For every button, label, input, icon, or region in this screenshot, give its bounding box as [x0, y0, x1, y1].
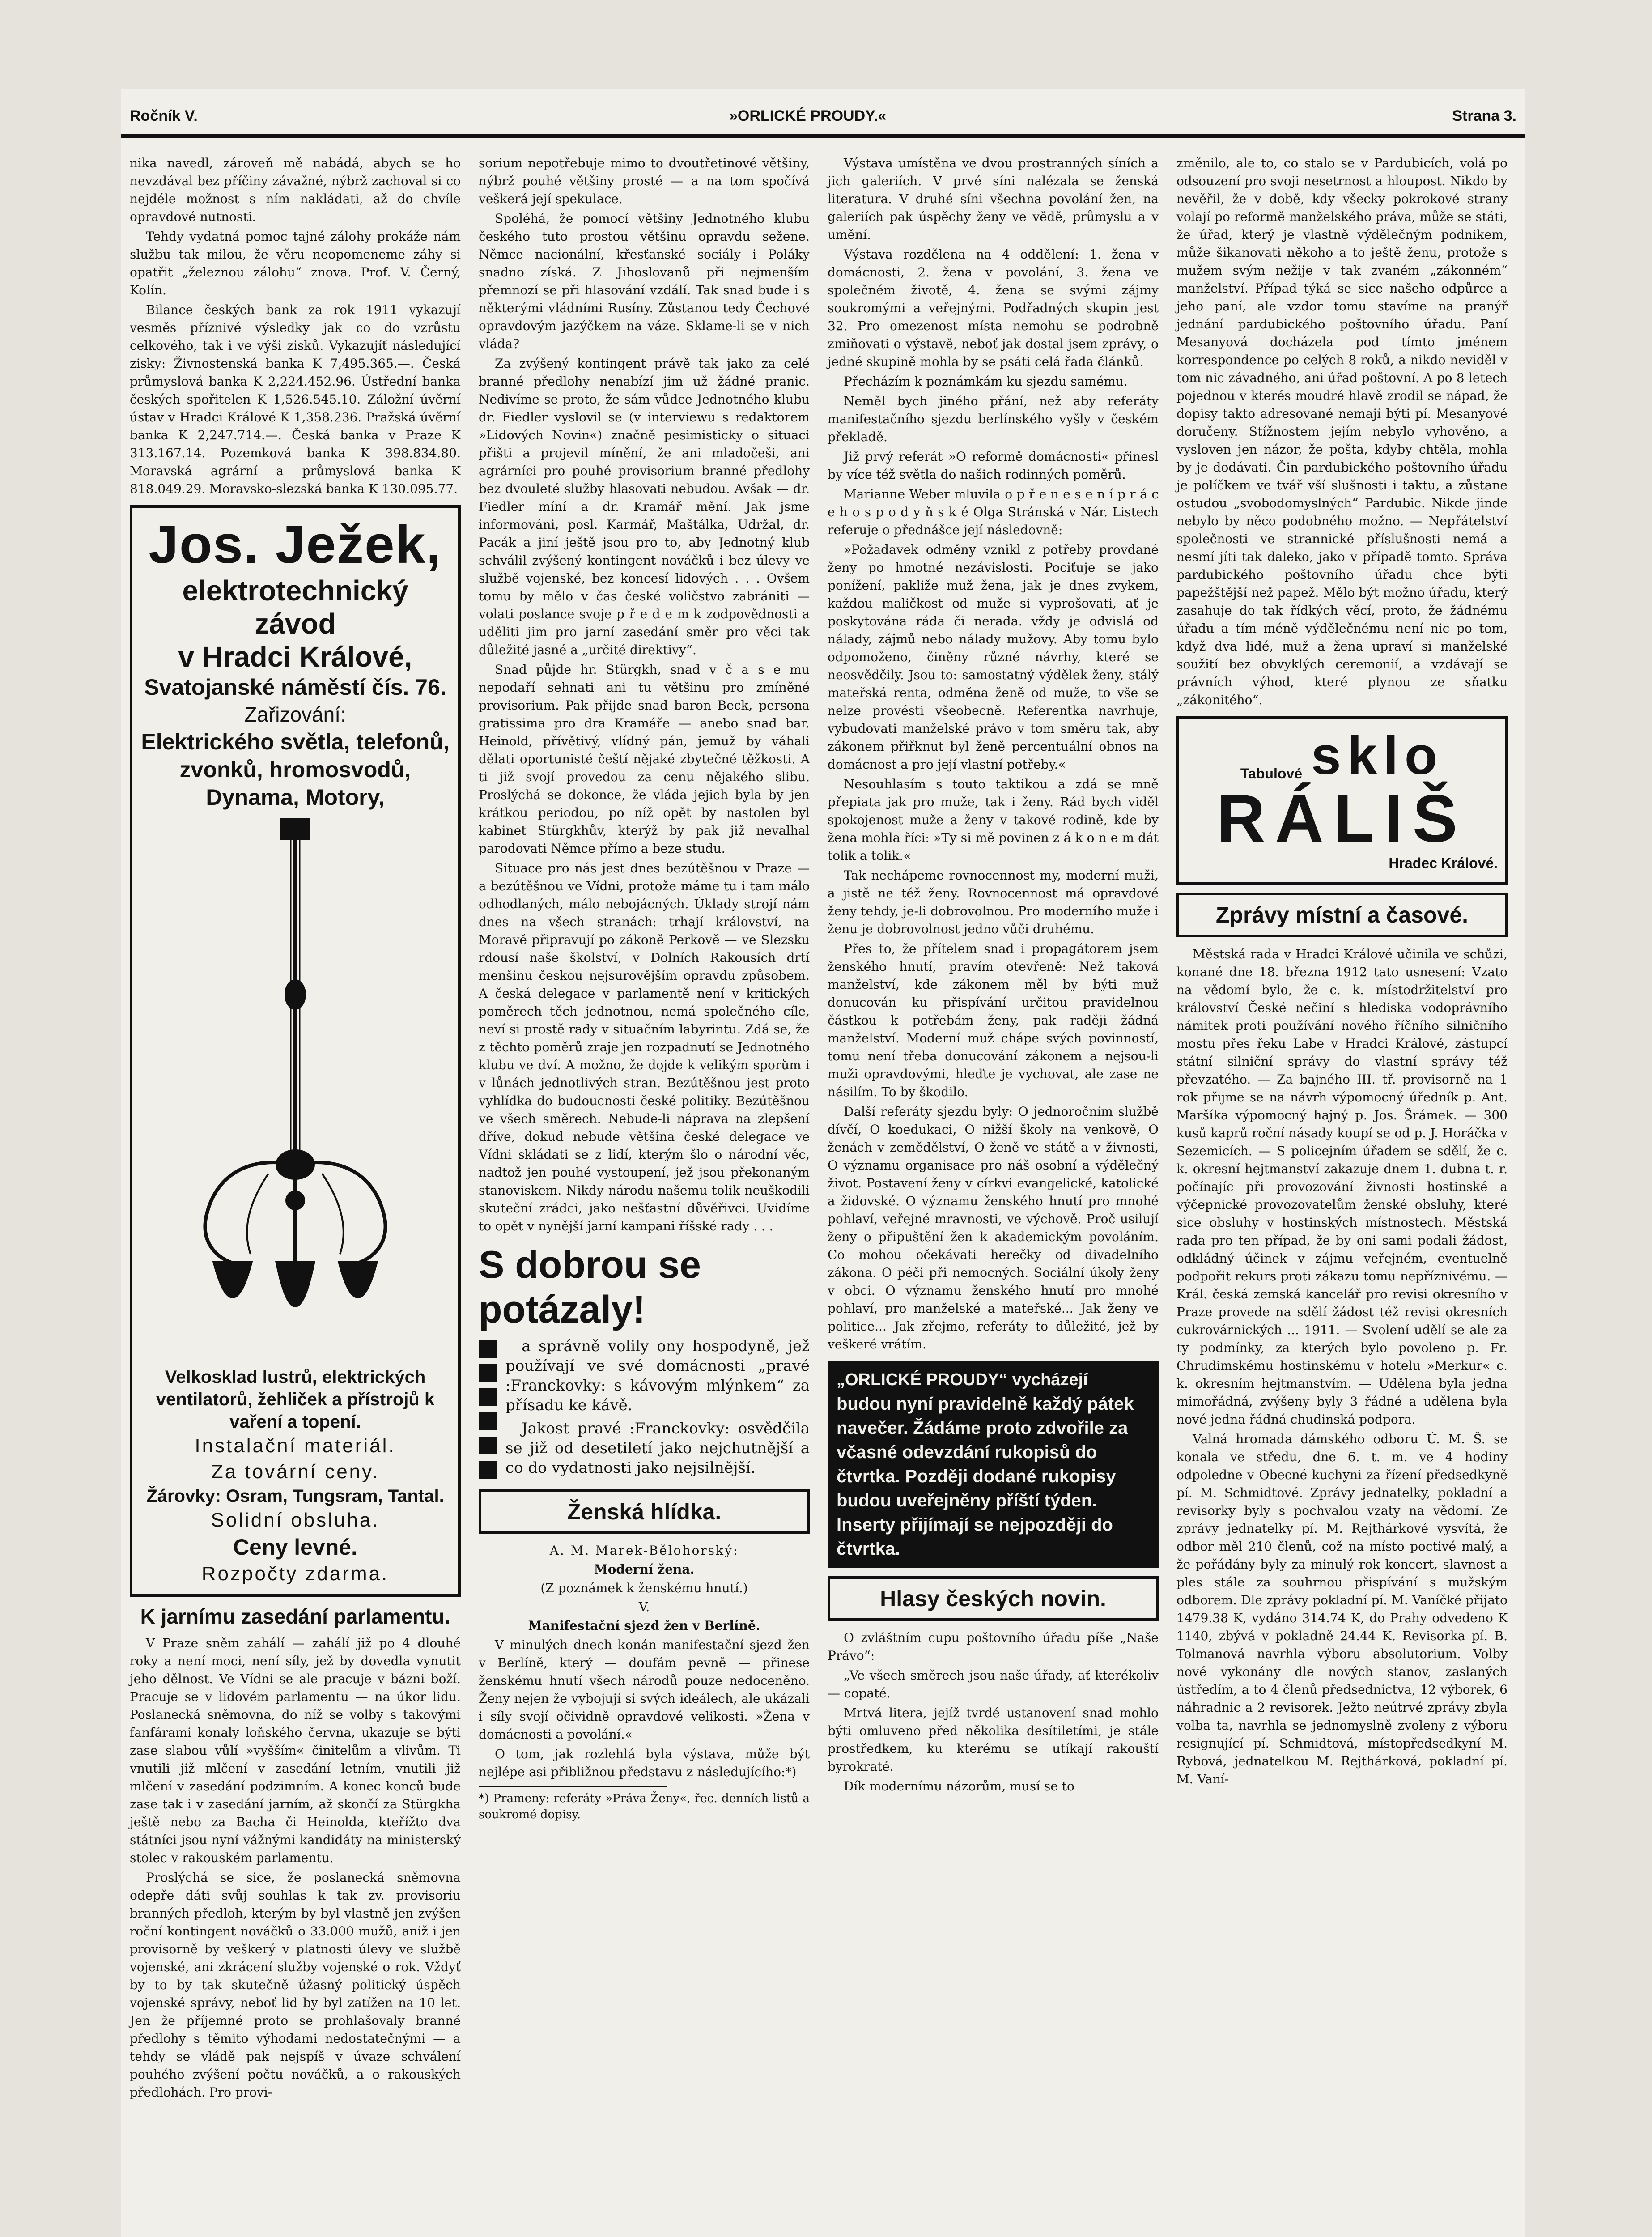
paragraph: Proslýchá se sice, že poslanecká sněmovna odepře dáti svůj souhlas k tak zv. provisoriu branných předloh, kterým by byl vlastně jen zvýšen roční kontingent nováčků o 33.000 mužů, aniž i jen provisorně by veškerý v platnosti úlevy ve službě vojenské, ani zkrácení služby vojenské o rok. Vždyť by to by tak skutečně úžasný politický úspěch vojenské správy, neboť lid by byl zatížen na 10 let. Jen že příjemné proto se prohlašovaly branné předlohy s těmito výhodami nedostatečnými — a tehdy se vládě pak nejspíš v úvaze schválení pouhého zvýšení počtu nováčků, a o rakouských předlohách. Pro provi- [130, 1870, 461, 2100]
paragraph: Tak nechápeme rovnocennost my, moderní muži, a jistě ne též ženy. Rovnocennost má opravdové ženy tehdy, je-li dobrovolnou. Pro moderního muže i ženu je dobrovolnost jedno vůči druhému. [828, 868, 1159, 936]
paragraph: Městská rada v Hradci Králové učinila ve schůzi, konané dne 18. března 1912 tato usnesení: Vzato na vědomí bylo, že c. k. místodržitelství pro království České nečiní s hlediska vodoprávního námitek proti používání nového říčního silničního mostu přes řeku Labe v Hradci Králové, zástupcí státní silniční správy do vlastní správy též převzatého. — Za bajného III. tř. provisorně na 1 rok přijme se na návrh výpomocný úředník p. Ant. Maršíka výpomocný hajný p. Jos. Šrámek. — 300 kusů kaprů roční násady koupí se od p. J. Horáčka v Sezemicích. — S policejním úřadem se sdělí, že c. k. okresní hejtmanství zakazuje dnem 1. dubna t. r. počínajíc při provozování živnosti hostinské a výčepnické provozovatelům ženské obsluhy, které sice obsluhy v hostinských místnostech. Městská rada pro ten případ, že by oni sami podali žádost, odkládný účinek v zájmu veřejném, eventuelně podpořit rekurs proti zákazu tomu nepříznivému. — Král. česká zemská kancelář pro revisi okresního v Praze provede na sdělí žádost též revisi okresních cukrovárnických ... 1911. — Svolení udělí se ale za ty podmínky, za kterých bylo povoleno p. Fr. Chrudimskému hostinskému v hotelu »Merkur« c. k. okresním hejtmanstvím. — Udělena byla jedna mimořádná, zvýšeny byly 3 řádné a udělena byla nové jedna řádná chudinská podpora. [1176, 947, 1508, 1427]
paragraph: Již prvý referát »O reformě domácnosti« přinesl by více též světla do našich rodinných poměrů. [828, 449, 1159, 482]
paragraph: Výstava rozdělena na 4 oddělení: 1. žena v domácnosti, 2. žena v povolání, 3. žena ve společném životě, 4. žena se svými zájmy soukromými a veřejnými. Podřadných skupin jest 32. Pro omezenost místa nemohu se podrobně zmiňovati o výstavě, neboť jak dostal jsem zprávy, o jedné skupině mohla by se psáti celá řada článků. [828, 247, 1159, 369]
paragraph: Situace pro nás jest dnes bezútěšnou v Praze — a bezútěšnou ve Vídni, protože máme tu i tam málo odhodlaných, málo nebojácných. Úklady strojí nám dnes na všech stranách: trhají království, na Moravě připravují po zákoně Perkově — ve Slezsku rdousí naše školství, v Dolních Rakousích drtí menšinu českou nejsurovějším opravdu způsobem. A česká delegace v parlamentě není v kritických poměrech těch jednotnou, nemá společného cíle, neví si prostě rady v situačním labyrintu. Zdá se, že z těchto poměrů zraje jen rozpadnutí se Jednotného klubu ve dví. A možno, že dojde k velikým sporům i v lůnách jednotlivých stran. Bezútěšnou jest proto vyhlídka do budoucnosti české politiky. Bezútěšnou ve všech směrech. Nebude-li náprava na zlepšení dříve, dokud nebude většina české delegace ve Vídni skládati se z lidí, kterým šlo o národní věc, nadtož jen pouhé vystoupení, jež jsou překonaným stanoviskem. Nikdy národu našemu tolik neuškodili skuteční zrádci, jako nešťastní důvěřivci. Uvidíme to opět v nynější jarní kampani říšské rady . . . [479, 861, 810, 1233]
paragraph: Výstava umístěna ve dvou prostranných síních a jich galeriích. V prvé síni nalézala se ženská literatura. V druhé síni všechna povolání žen, na galeriích pak úspěchy ženy ve vědě, průmyslu a v umění. [828, 156, 1159, 242]
volume-label: Ročník V. [130, 107, 198, 124]
paragraph: Snad půjde hr. Stürgkh, snad v č a s e mu nepodaří sehnati ani tu většinu pro zmíněné provisorium. Pak přijde snad baron Beck, persona gratissima pro dra Kramáře — anebo snad bar. Heinold, přívětivý, vlídný pán, jemuž by váhali dělati oportunisté čeští nějaké zbytečné těžkosti. A ti již svojí provedou za cenu nějakého slibu. Proslýchá se dokonce, že vláda jejich byla by jen krátkou periodou, po níž opět by nastolen byl kabinet Stürgkhův, kterýž by pak již nevalhal parodovati Němce přímo a beze studu. [479, 662, 810, 856]
ad-bulbs: Žárovky: Osram, Tungsram, Tantal. [146, 1486, 444, 1506]
column-4 [1176, 154, 1508, 1790]
paragraph: změnilo, ale to, co stalo se v Pardubicích, volá po odsouzení pro svoji nesetrnost a hloupost. Nikdo by nevěřil, že v době, kdy všecky pokrokové strany volají po reformě manželského práva, může se státi, že úřad, který je vlastně výdělečným podnikem, může šikanovati někoho a to ještě ženu, protože s mužem svým nežije v tak zvaném „zákonném“ manželství. Případ týká se sice našeho odpůrce a jeho paní, ale vzdor tomu stavíme na pranýř jednání pardubického poštovního úřadu. Paní Mesanyová docházela pod tímto jménem korrespondence po celých 8 roků, a nikdo neviděl v tom nic závadného, ani úřad poštovní. A po 8 letech pojednou v kterés moudré hlavě zrodil se nápad, že dopisy takto adresované nemají býti pí. Mesanyové doručeny. Stížnostem jejím nebylo vyhověno, a vysloven jen názor, že pošta, kdyby chtěla, mohla by je dodávati. Čin pardubického poštovního úřadu je políčkem ve tvář vší slušnosti i taktu, a zůstane ostudou „svobodomyslných“ Pardubic. Nikde jinde nebylo by něco podobného možno. — Nepřátelství společnosti ve strannické příslušnosti nemá a nesmí jíti tak daleko, jako v případě tomto. Správa pardubického poštovního úřadu chce býti papežštější než papež. Mělo být možno úřadu, který zasahuje do tak řídkých věcí, proto, že žádnému úřadu a tím méně výdělečnému není nic po tom, když dva lidé, muž a žena upraví si manželské soužití bez obvyklých ceremonií, a vzdávají se právních výhod, které plynou ze sňatku „zákonitého“. [1176, 156, 1508, 707]
column-3 [828, 154, 1159, 1797]
ad-subtitle: elektrotechnický závod [182, 574, 408, 640]
paragraph: Za zvýšený kontingent právě tak jako za celé branné předlohy nenabízí jim už žádné pranic. Nedivíme se proto, že sám vůdce Jednotného klubu dr. Fiedler vyslovil se (v interviewu s redaktorem »Lidových Novin«) značně pesimisticky o situaci přišti a projevil mínění, že ani mladočeši, ani agrárníci pro pouhé provisorium branné předlohy bez dvouleté služby hlasovati nebudou. Avšak — dr. Fiedler míní a dr. Kramář mění. Jak jsme informováni, posl. Karmář, Maštálka, Udržal, dr. Pacák a jiní ještě jsou pro to, aby Jednotný klub schválil zvýšený kontingent nováčků i bez úlevy ve službě vojenské, bez koncesí lidových . . . Ovšem tomu by mělo v čas české voličstvo zabrániti — volati poslance svoje p ř e d e m k zodpovědnosti a uděliti jim pro jarní zasedání směr pro věci tak důležité jasné a „určité direktivy“. [479, 356, 810, 657]
paragraph: Marianne Weber mluvila o p ř e n e s e n í p r á c e h o s p o d y ň s k é Olga Stránská v Nár. Listech referuje o přednášce její následovně: [828, 487, 1159, 537]
ad-title: Jos. Ježek, [149, 515, 442, 574]
paragraph: V Praze sněm zahálí — zahálí již po 4 dlouhé roky a není moci, není síly, jež by dovedla vynutit jeho dělnost. Ve Vídni se ale pracuje v bázni boží. Pracuje se v lidovém parlamentu — na úkor lidu. Poslanecká sněmovna, do níž se volby s takovými fanfárami konaly loňského června, ukazuje se býti zase slabou vůlí »vyšším« činitelům a vlivům. Ti vnutili již mlčení v zasedání letním, vnutili již mlčení v zasedání podzimním. A konec konců bude zase tak i v zasedání jarním, až skončí za Stürgkha ještě nebo za Bacha či Heinolda, kteřížto dva státníci jsou nyní vážnými kandidáty na ministerský stolec v rakouském parlamentu. [130, 1636, 461, 1865]
ad-services: Elektrického světla, telefonů, zvonků, hromosvodů, Dynama, Motory, [141, 729, 450, 810]
paragraph: Tehdy vydatná pomoc tajné zálohy prokáže nám službu tak milou, že věru neopomeneme záhy si opatřit „železnou zálohu“ znova. Prof. V. Černý, Kolín. [130, 229, 461, 298]
ad-text: Ceny levné. [233, 1535, 357, 1560]
author: A. M. Marek-Bělohorský: [549, 1543, 739, 1558]
paragraph: V minulých dnech konán manifestační sjezd žen v Berlíně, který — doufám pevně — přinese ženskému hnutí všech národů pouze nedoceněno. Ženy nejen že vybojují si svých ideálech, ale ukázali i síly svojí očividně opravdové velikosti. »Žena v domácnosti a povolání.« [479, 1637, 810, 1742]
section-heading: Zprávy místní a časové. [1176, 893, 1508, 937]
ad-text: Jakost pravé :Franckovky: osvědčila se již od desetiletí jako nejchutnější a co do vydatnosti jako nejsilnější. [505, 1420, 810, 1477]
notice-orlicke-proudy [828, 1361, 1159, 1568]
section-heading: Ženská hlídka. [479, 1489, 810, 1534]
ad-text: Rozpočty zdarma. [201, 1563, 389, 1585]
paragraph: Spoléhá, že pomocí většiny Jednotného klubu českého tuto prostou většinu opravdu sežene. Němce nacionální, křesťanské sociály i Poláky snadno získá. Z Jihoslovanů při nejmenším přemnozí se při hlasování vzdálí. Tak snad bude i s některými vládními Rusíny. Zůstanou tedy Čechové opravdovým jazýčkem na váze. Sklame-li se v nich vláda? [479, 211, 810, 351]
paragraph: »Požadavek odměny vznikl z potřeby provdané ženy po hmotné nezávislosti. Pociťuje se jako ponížení, pakliže muž žena, jak je dnes zvykem, každou maličkost od muže si vyprošovati, ať je poskytována ráda či nerada. vždy je odvislá od nálady, zájmů nebo nálady mužovy. Aby tomu bylo odpomoženo, činěny různé návrhy, které se neosvědčily. Jsou to: samostatný výdělek ženy, stálý mateřská renta, odměna ženě od muže, to vše se nelze provésti všeobecně. Referentka navrhuje, vybudovati manželské právo v tom směru tak, aby zákonem přiřknut byl ženě percentuální obnos na domácnost a pro její vlastní potřeby.« [828, 542, 1159, 772]
ad-text: a správně volily ony hospodyně, jež používají ve své domácnosti „pravé :Franckovky: s kávovým mlýnkem“ za přísadu ke kávě. [505, 1337, 810, 1414]
ad-text: Solidní obsluha. [211, 1509, 380, 1531]
ad-title: S dobrou se potázaly! [479, 1243, 701, 1331]
ad-address: Svatojanské náměstí čís. 76. [144, 675, 446, 700]
decorative-blocks [479, 1336, 505, 1481]
chapter-title: Manifestační sjezd žen v Berlíně. [528, 1618, 760, 1633]
chandelier-illustration [161, 816, 429, 1361]
section-heading: Hlasy českých novin. [828, 1576, 1159, 1621]
paragraph: Přes to, že přítelem snad i propagátorem jsem ženského hnutí, pravím otevřeně: Než taková manželství, kde zákonem měl by býti muž donucován ku přispívání určitou pravidelnou částkou k potřebám ženy, pak raději žádná manželství. Moderní muž chápe svých povinností, tomu není třeba donucování zákonem a nejsou-li muži opravdovými, hleďte je vychovat, ale zase ne násilím. To by škodilo. [828, 941, 1159, 1099]
paragraph: Nesouhlasím s touto taktikou a zdá se mně přepiata jak pro muže, tak i ženy. Rád bych viděl spokojenost muže a ženy v takové rodině, kde by žena mohla říci: »Ty si mě povinen z á k o n e m dát tolik a tolik.« [828, 777, 1159, 863]
ad-title: sklo [1311, 726, 1444, 786]
header-rule [121, 134, 1525, 138]
footnote [479, 1786, 810, 1823]
page-header [121, 103, 1525, 130]
paragraph: Dík modernímu názorům, musí se to [844, 1779, 1074, 1794]
advertisement-jezek [130, 505, 461, 1597]
ad-text: Instalační materiál. [195, 1435, 396, 1457]
chapter-number: V. [638, 1599, 650, 1614]
ad-wholesale: Velkosklad lustrů, elektrických ventilatorů, žehliček a přístrojů k vaření a topení. [156, 1367, 435, 1432]
notice-text: budou nyní pravidelně každý pátek navečer. Žádáme proto zdvořile za včasné odevzdání rukopisů do čtvrtka. Později dodané rukopisy budou uveřejněny příští týden. Inserty přijímají se nejpozději do čtvrtka. [837, 1394, 1134, 1559]
paragraph: Bilance českých bank za rok 1911 vykazují vesměs příznivé výsledky jak co do vzrůstu celkového, tak i ve výši zisků. Vykazujíť následující zisky: Živnostenská banka K 7,495.365.—. Česká průmyslová banka K 2,224.452.96. Ústřední banka českých spořitelen K 1,526.545.10. Záložní úvěrní ústav v Hradci Králové K 1,358.236. Pražská úvěrní banka K 2,247.714.—. Česká banka v Praze K 313.167.14. Pozemková banka K 398.834.80. Moravská agrární a průmyslová banka K 818.049.29. Moravsko-slezská banka K 130.095.77. [130, 302, 461, 496]
newspaper-page [121, 89, 1525, 2237]
ad-text: Tabulové [1240, 766, 1302, 782]
advertisement-franckovka [479, 1242, 810, 1481]
paragraph: nika navedl, zároveň mě nabádá, abych se ho nevzdával bez příčiny závažné, nýbrž zachoval si co nejdéle možnost s ním nakládati, až do chvíle opravdové nutnosti. [130, 156, 461, 224]
ad-text: Za tovární ceny. [211, 1461, 380, 1483]
advertisement-ralis [1176, 716, 1508, 885]
column-2 [479, 154, 810, 1823]
article-headline: K jarnímu zasedání parlamentu. [140, 1605, 450, 1628]
ad-location: Hradec Králové. [1389, 855, 1498, 871]
newspaper-title: »ORLICKÉ PROUDY.« [729, 107, 887, 124]
page-number: Strana 3. [1452, 107, 1516, 124]
column-1 [130, 154, 461, 2103]
ad-brand: RÁLIŠ [1217, 781, 1467, 856]
footnote-text: *) Prameny: referáty »Práva Ženy«, řec. denních listů a soukromé dopisy. [479, 1792, 810, 1821]
notice-heading: „ORLICKÉ PROUDY“ vycházejí [837, 1370, 1088, 1389]
paragraph: Mrtvá litera, jejíž tvrdé ustanovení snad mohlo býti omluveno před několika desítiletími, je stále prostředkem, ku kterému se utíkají rakouští byrokraté. [828, 1705, 1159, 1774]
paragraph: Valná hromada dámského odboru Ú. M. Š. se konala ve středu, dne 6. t. m. ve 4 hodiny odpoledne v Obecné kuchyni za řízení předsedkyně pí. M. Schmidtové. Zprávy jednatelky, pokladní a revisorky byly s pochvalou vzaty na vědomí. Ze zprávy jednatelky pí. M. Rejthárkové vysvítá, že odbor měl 210 členů, což na místo poctivé malý, a že pořádány byly za minulý rok koncert, slavnost a ples stále za souhrnou přispívání s mužským odborem. Dle zprávy pokladní pí. M. Vaníčké přijato 1479.38 K, vydáno 314.74 K, do Prahy odvedeno K 1140, zbývá v pokladně 24.44 K. Revisorka pí. B. Tolmanová navrhla výboru absolutorium. Volby nové vykonány dle nových stanov, zaslaných ústředím, a to 4 členů předsednictva, 12 výborek, 6 náhradnic a 2 revisorek. Ježto neútrvé zprávy zbyla volba ta, navrhla se jednomyslně zvoleny z výboru resignující pí. Schmidtová, místopředsedkyní M. Rybová, jednatelkou M. Rejthárková, pokladní pí. M. Vaní- [1176, 1432, 1508, 1786]
paragraph: O zvláštním cupu poštovního úřadu píše „Naše Právo“: [828, 1630, 1159, 1663]
ad-text: Zařizování: [244, 703, 346, 726]
paragraph: Přecházím k poznámkám ku sjezdu samému. [844, 374, 1128, 389]
paragraph: sorium nepotřebuje mimo to dvoutřetinové většiny, nýbrž pouhé většiny prosté — a na tom spočívá veškerá její spekulace. [479, 156, 810, 206]
article-title: Moderní žena. [594, 1562, 695, 1577]
paragraph: Neměl bych jiného přání, než aby referáty manifestačního sjezdu berlínského vyšly v českém překladě. [828, 394, 1159, 444]
paragraph: „Ve všech směrech jsou naše úřady, ať kterékoliv — copaté. [828, 1668, 1159, 1701]
article-subtitle: (Z poznámek k ženskému hnutí.) [540, 1581, 748, 1595]
paragraph: O tom, jak rozlehlá byla výstava, může být nejlépe asi přibližnou představu z následujícího:*) [479, 1747, 810, 1779]
ad-subtitle: v Hradci Králové, [178, 641, 412, 673]
paragraph: Další referáty sjezdu byly: O jednoročním službě dívčí, O koedukaci, O nižší školy na venkově, O ženách v zemědělství, O ženě ve státě a v živnosti, O významu organisace pro náš osobní a výdělečný život. Postavení ženy v církvi evangelické, katolické a židovské. O významu ženského hnutí pro mnohé pohlaví, veřejné mravnosti, ve výchově. Proč usilují ženy o připuštění žen k akademickým povoláním. Co mohou očekávati herečky od divadelního zákona. O péči při nemocných. Sociální úkoly ženy v obci. O významu ženského hnutí pro mnohé pohlaví, pro manželské a mateřské... Jak ženy ve politice... Jak zřejmo, referáty to důležité, jež by veškeré vrátím. [828, 1104, 1159, 1352]
